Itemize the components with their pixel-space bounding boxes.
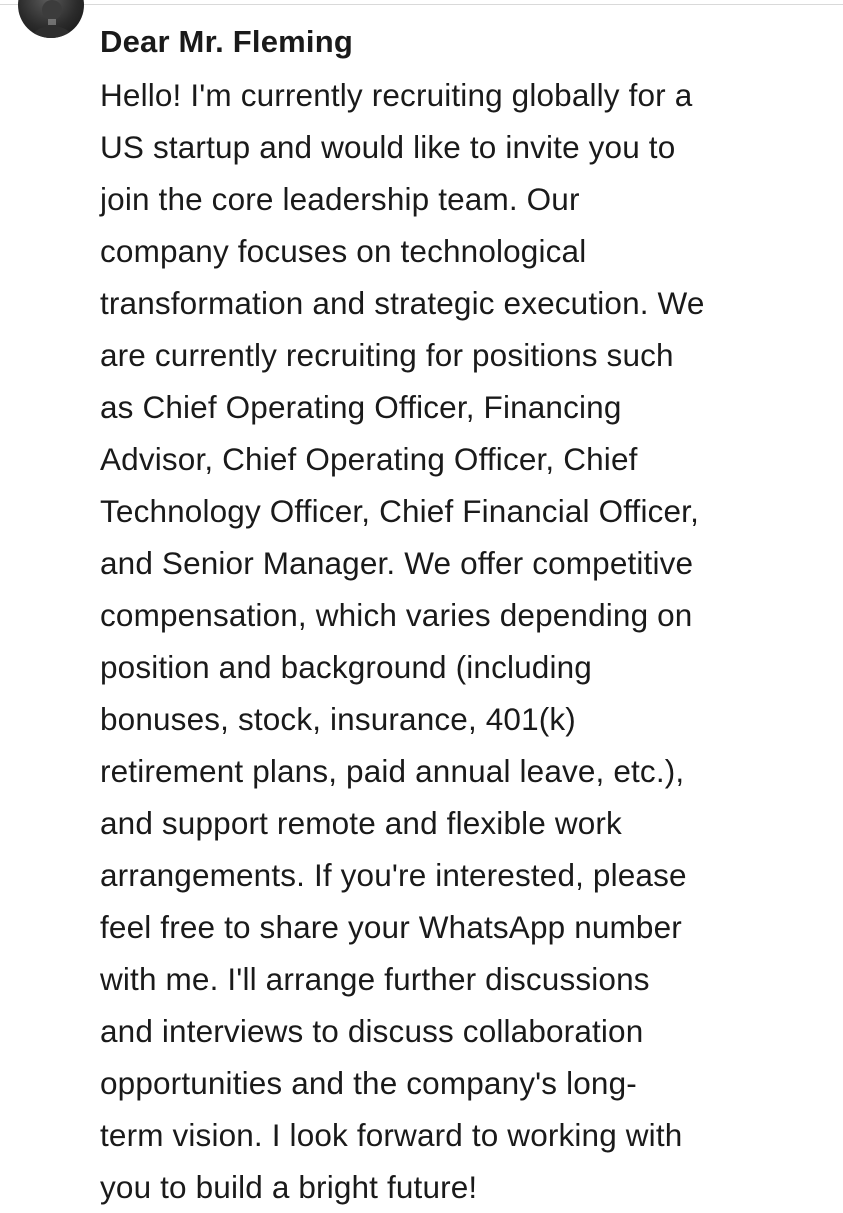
message-body — [100, 69, 800, 1213]
top-divider — [0, 4, 843, 5]
message-line: company focuses on technological — [100, 233, 587, 269]
message-line: Hello! I'm currently recruiting globally for a — [100, 77, 693, 113]
message-line: term vision. I look forward to working with — [100, 1117, 683, 1153]
message-line: and support remote and flexible work — [100, 805, 622, 841]
avatar[interactable] — [18, 0, 84, 38]
message-line: bonuses, stock, insurance, 401(k) — [100, 701, 576, 737]
message-line: transformation and strategic execution. We — [100, 285, 705, 321]
message-line: US startup and would like to invite you to — [100, 129, 676, 165]
person-silhouette-icon — [18, 0, 84, 38]
message-line: Advisor, Chief Operating Officer, Chief — [100, 441, 638, 477]
message-line: you to build a bright future! — [100, 1169, 478, 1205]
message-line: opportunities and the company's long- — [100, 1065, 637, 1101]
message-line: join the core leadership team. Our — [100, 181, 580, 217]
message-line: are currently recruiting for positions such — [100, 337, 674, 373]
message-line: as Chief Operating Officer, Financing — [100, 389, 622, 425]
message-card — [100, 20, 800, 1213]
message-greeting: Dear Mr. Fleming — [100, 24, 353, 59]
message-line: position and background (including — [100, 649, 592, 685]
message-line: with me. I'll arrange further discussions — [100, 961, 650, 997]
message-line: and Senior Manager. We offer competitive — [100, 545, 694, 581]
message-line: arrangements. If you're interested, please — [100, 857, 687, 893]
message-line: Technology Officer, Chief Financial Officer, — [100, 493, 699, 529]
message-line: retirement plans, paid annual leave, etc.), — [100, 753, 685, 789]
message-line: and interviews to discuss collaboration — [100, 1013, 644, 1049]
message-line: compensation, which varies depending on — [100, 597, 693, 633]
message-line: feel free to share your WhatsApp number — [100, 909, 682, 945]
